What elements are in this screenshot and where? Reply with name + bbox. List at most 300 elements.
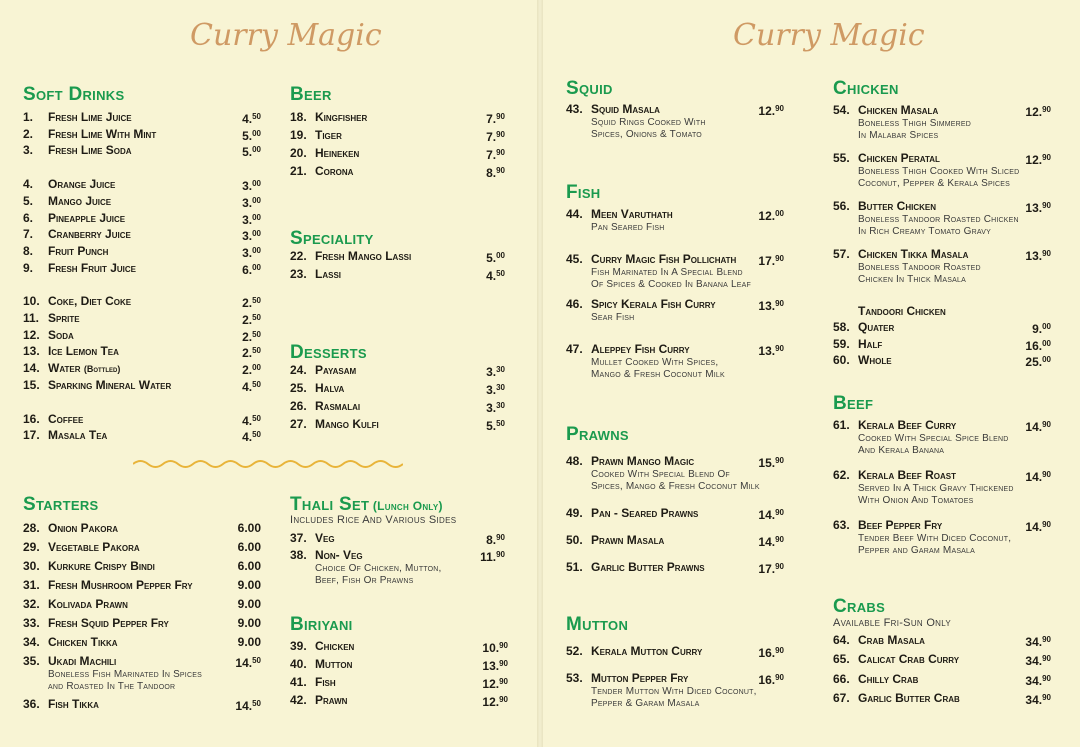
item-name bbox=[48, 635, 118, 649]
item-name bbox=[48, 177, 115, 191]
item-name-text: Halva bbox=[315, 381, 345, 395]
price-cents: 90 bbox=[496, 166, 505, 175]
item-price bbox=[242, 211, 261, 227]
price-cents: 90 bbox=[1042, 105, 1051, 114]
item-name-text: Payasam bbox=[315, 363, 357, 377]
item-name bbox=[858, 247, 968, 261]
item-name-text: Garlic Butter Prawns bbox=[591, 560, 705, 574]
item-name-text: Cranberry Juice bbox=[48, 227, 131, 242]
price-main: 14. bbox=[1025, 470, 1043, 484]
menu-page-right bbox=[540, 0, 1080, 747]
item-name-text: Kolivada Prawn bbox=[48, 597, 128, 611]
item-name: Quater bbox=[858, 320, 895, 334]
item-name bbox=[48, 412, 83, 426]
section-title bbox=[290, 342, 505, 364]
menu-item bbox=[290, 146, 505, 160]
item-number: 15. bbox=[23, 377, 40, 392]
item-name-text: Ice Lemon Tea bbox=[48, 344, 119, 359]
menu-item bbox=[833, 418, 1051, 432]
item-price bbox=[1025, 672, 1051, 688]
price-cents: 90 bbox=[775, 344, 784, 353]
price-main: 3. bbox=[242, 212, 253, 227]
price-cents: 90 bbox=[775, 299, 784, 308]
item-number: 5. bbox=[23, 193, 34, 208]
menu-item bbox=[23, 378, 261, 392]
item-name-text: Sprite bbox=[48, 311, 80, 325]
item-price bbox=[758, 506, 784, 522]
item-price bbox=[480, 548, 505, 564]
price-cents: 50 bbox=[252, 699, 261, 708]
section-title bbox=[833, 78, 1051, 100]
menu-item bbox=[833, 691, 1051, 705]
price-main: 14. bbox=[1025, 520, 1043, 534]
section-title-note: (Lunch Only) bbox=[372, 499, 443, 513]
item-name-text: Fish Tikka bbox=[48, 697, 99, 711]
price-main: 12. bbox=[482, 695, 500, 709]
item-price bbox=[242, 227, 261, 243]
item-description: Squid Rings Cooked With bbox=[591, 117, 706, 128]
price-cents: 00 bbox=[252, 363, 261, 373]
price-cents: 00 bbox=[1042, 338, 1051, 348]
price-main: 9. bbox=[1032, 322, 1043, 336]
section-title bbox=[23, 494, 261, 516]
section-beer bbox=[290, 84, 505, 180]
menu-item bbox=[290, 531, 505, 545]
price-main: 6.00 bbox=[237, 540, 261, 554]
section-fish bbox=[566, 182, 784, 380]
item-name-text: Mutton Pepper Fry bbox=[591, 671, 689, 685]
price-cents: 90 bbox=[1042, 249, 1051, 258]
item-description: And Kerala Banana bbox=[858, 445, 945, 456]
item-price bbox=[238, 540, 261, 554]
section-title-text: Speciality bbox=[290, 228, 374, 249]
price-main: 3. bbox=[486, 383, 497, 397]
menu-item bbox=[290, 110, 505, 124]
item-price bbox=[486, 399, 505, 415]
item-name bbox=[48, 344, 119, 358]
price-main: 13. bbox=[482, 659, 500, 673]
item-number: 7. bbox=[23, 227, 34, 242]
item-name bbox=[48, 654, 116, 668]
item-name-text: Fish bbox=[315, 675, 336, 689]
section-note: Includes Rice And Various Sides bbox=[290, 514, 457, 526]
item-name-text: Mutton bbox=[315, 657, 353, 671]
section-title-text: Mutton bbox=[566, 614, 629, 635]
price-main: 6.00 bbox=[237, 521, 261, 535]
item-number: 26. bbox=[290, 399, 307, 413]
item-description: Boneless Thigh Simmered bbox=[858, 118, 972, 129]
item-description: Coconut, Pepper & Kerala Spices bbox=[858, 178, 1011, 189]
item-description: Tender Beef With Diced Coconut, bbox=[858, 533, 1012, 544]
price-main: 13. bbox=[1025, 249, 1043, 263]
section-title-text: Starters bbox=[23, 494, 99, 515]
item-name bbox=[48, 110, 132, 124]
item-name-text: Kerala Beef Roast bbox=[858, 468, 957, 482]
item-name-text: Mango Juice bbox=[48, 193, 112, 208]
menu-item bbox=[290, 381, 505, 395]
item-description: Of Spices & Cooked In Banana Leaf bbox=[591, 279, 751, 290]
price-main: 2. bbox=[242, 329, 253, 344]
menu-item bbox=[833, 151, 1051, 165]
section-title-text: Beef bbox=[833, 393, 874, 414]
item-price bbox=[758, 342, 784, 358]
item-name bbox=[315, 531, 335, 545]
item-number: 66. bbox=[833, 671, 850, 686]
item-price bbox=[486, 417, 505, 433]
price-main: 14. bbox=[1025, 420, 1043, 434]
item-price bbox=[242, 177, 261, 193]
item-number: 19. bbox=[290, 128, 307, 142]
item-name-text: Prawn Mango Magic bbox=[591, 454, 695, 468]
price-cents: 90 bbox=[496, 533, 505, 542]
menu-item bbox=[833, 103, 1051, 117]
item-name bbox=[591, 533, 664, 547]
item-name-text: Curry Magic Fish Pollichath bbox=[591, 252, 737, 266]
price-main: 10. bbox=[482, 641, 500, 655]
section-speciality bbox=[290, 228, 505, 283]
price-main: 11. bbox=[480, 550, 497, 564]
item-number: 39. bbox=[290, 639, 307, 653]
item-name bbox=[591, 454, 694, 468]
item-name-text: Orange Juice bbox=[48, 177, 116, 192]
item-name-text: Calicat Crab Curry bbox=[858, 652, 960, 667]
section-title-text: Fish bbox=[566, 182, 601, 203]
item-name bbox=[315, 675, 336, 689]
item-number: 25. bbox=[290, 381, 307, 395]
item-name bbox=[315, 267, 341, 281]
menu-item bbox=[290, 363, 505, 377]
item-price bbox=[242, 194, 261, 210]
menu-item bbox=[290, 249, 505, 263]
menu-item bbox=[23, 211, 261, 225]
price-cents: 50 bbox=[252, 413, 261, 423]
price-main: 8. bbox=[486, 166, 497, 180]
item-price bbox=[1025, 199, 1051, 215]
price-main: 12. bbox=[758, 209, 776, 223]
price-main: 3. bbox=[242, 245, 253, 260]
item-name bbox=[315, 128, 342, 142]
item-description: In Malabar Spices bbox=[858, 130, 939, 141]
menu-item bbox=[23, 412, 261, 426]
price-cents: 00 bbox=[252, 245, 261, 255]
menu-item bbox=[566, 207, 784, 221]
item-number: 37. bbox=[290, 531, 307, 545]
price-main: 25. bbox=[1025, 355, 1043, 369]
item-name bbox=[315, 417, 379, 431]
item-name-text: Beef Pepper Fry bbox=[858, 518, 943, 532]
price-main: 2. bbox=[242, 313, 253, 327]
item-name: Half bbox=[858, 336, 883, 351]
item-description: Tender Mutton With Diced Coconut, bbox=[591, 686, 757, 697]
item-number: 12. bbox=[23, 327, 40, 342]
item-number: 51. bbox=[566, 560, 583, 574]
menu-item bbox=[290, 399, 505, 413]
item-number: 40. bbox=[290, 657, 307, 671]
item-name-text: Chicken Peratal bbox=[858, 151, 940, 165]
item-name bbox=[858, 151, 940, 165]
menu-item bbox=[23, 361, 261, 378]
decorative-wave bbox=[133, 458, 403, 470]
section-title bbox=[23, 84, 261, 106]
menu-item bbox=[566, 297, 784, 311]
item-name bbox=[48, 143, 132, 157]
section-title bbox=[566, 424, 784, 446]
item-price bbox=[1025, 418, 1051, 434]
price-main: 7. bbox=[486, 112, 497, 126]
price-main: 4. bbox=[242, 413, 253, 428]
section-title bbox=[833, 393, 1051, 415]
price-main: 34. bbox=[1025, 635, 1043, 649]
item-price bbox=[1025, 518, 1051, 534]
item-price bbox=[482, 657, 508, 673]
item-name bbox=[858, 103, 938, 117]
item-name bbox=[858, 633, 925, 647]
price-main: 5. bbox=[486, 251, 497, 265]
item-name bbox=[315, 548, 363, 562]
item-name-text: Sparking Mineral Water bbox=[48, 377, 172, 392]
price-main: 34. bbox=[1025, 692, 1043, 707]
section-title-text: Crabs bbox=[833, 596, 886, 617]
price-main: 4. bbox=[486, 269, 497, 283]
item-price bbox=[1025, 103, 1051, 119]
item-name-text: Crab Masala bbox=[858, 633, 925, 647]
menu-item bbox=[833, 247, 1051, 261]
item-number: 55. bbox=[833, 151, 850, 165]
item-note: (Bottled) bbox=[83, 364, 121, 375]
item-description: Beef, Fish Or Prawns bbox=[315, 575, 414, 586]
price-main: 34. bbox=[1025, 654, 1043, 669]
section-title-text: Biriyani bbox=[290, 614, 353, 635]
item-price bbox=[238, 635, 261, 649]
item-name bbox=[48, 361, 120, 376]
price-cents: 90 bbox=[496, 112, 505, 121]
item-name-text: Chicken Masala bbox=[858, 103, 939, 117]
item-price bbox=[238, 597, 261, 611]
price-cents: 90 bbox=[1042, 201, 1051, 210]
item-number: 11. bbox=[23, 311, 40, 325]
price-main: 13. bbox=[758, 344, 776, 358]
price-main: 3. bbox=[242, 179, 253, 194]
menu-item bbox=[566, 533, 784, 547]
item-name bbox=[48, 521, 118, 535]
item-name bbox=[591, 207, 673, 221]
price-main: 2. bbox=[242, 296, 253, 311]
price-main: 5. bbox=[242, 145, 253, 160]
item-name bbox=[315, 110, 367, 124]
item-name-text: Heineken bbox=[315, 146, 360, 160]
price-main: 5. bbox=[242, 128, 253, 143]
menu-item bbox=[566, 506, 784, 520]
item-price bbox=[1025, 691, 1051, 707]
item-price bbox=[1032, 320, 1051, 336]
price-cents: 00 bbox=[252, 145, 261, 155]
item-name bbox=[48, 127, 156, 141]
menu-item bbox=[566, 102, 784, 116]
item-number: 22. bbox=[290, 249, 307, 263]
item-name-text: Soda bbox=[48, 327, 74, 342]
item-number: 50. bbox=[566, 533, 583, 547]
item-price bbox=[486, 267, 505, 283]
price-main: 9.00 bbox=[237, 578, 261, 592]
section-title bbox=[290, 84, 505, 106]
item-number: 48. bbox=[566, 454, 583, 468]
item-description: Sear Fish bbox=[591, 312, 635, 323]
item-price bbox=[1025, 633, 1051, 649]
menu-item bbox=[566, 454, 784, 468]
price-cents: 90 bbox=[499, 641, 508, 650]
menu-item bbox=[290, 548, 505, 562]
item-price bbox=[486, 531, 505, 547]
menu-item bbox=[23, 616, 261, 630]
item-number: 54. bbox=[833, 103, 850, 117]
item-name bbox=[591, 297, 716, 311]
item-number: 35. bbox=[23, 654, 40, 668]
item-price bbox=[758, 207, 784, 223]
price-cents: 00 bbox=[1042, 355, 1051, 364]
section-note: Available Fri-Sun Only bbox=[833, 617, 952, 629]
price-cents: 90 bbox=[1042, 420, 1051, 429]
price-main: 4. bbox=[242, 430, 253, 445]
item-number: 2. bbox=[23, 126, 34, 141]
item-name: Whole bbox=[858, 353, 892, 367]
section-title bbox=[290, 614, 508, 636]
price-main: 4. bbox=[242, 379, 253, 394]
price-main: 12. bbox=[1025, 105, 1043, 119]
item-number: 6. bbox=[23, 210, 34, 225]
menu-item bbox=[23, 635, 261, 649]
item-price bbox=[486, 110, 505, 126]
price-main: 9.00 bbox=[237, 616, 261, 630]
section-title bbox=[566, 78, 784, 100]
subsection-title: Tandoori Chicken bbox=[858, 304, 946, 318]
price-main: 2. bbox=[242, 363, 253, 378]
item-name-text: Corona bbox=[315, 164, 354, 178]
price-cents: 30 bbox=[496, 401, 505, 410]
price-cents: 30 bbox=[496, 383, 505, 392]
item-name-text: Meen Varuthath bbox=[591, 207, 673, 221]
item-number: 1. bbox=[23, 110, 34, 124]
price-main: 3. bbox=[242, 195, 253, 210]
item-name-text: Chicken bbox=[315, 639, 355, 653]
item-price bbox=[758, 102, 784, 118]
menu-item bbox=[23, 559, 261, 573]
item-price bbox=[758, 454, 784, 470]
section-title-text: Chicken bbox=[833, 78, 899, 99]
menu-item bbox=[23, 127, 261, 141]
price-main: 17. bbox=[758, 562, 776, 576]
item-number: 34. bbox=[23, 635, 40, 649]
price-cents: 50 bbox=[496, 269, 505, 278]
item-price bbox=[758, 297, 784, 313]
item-number: 17. bbox=[23, 428, 40, 443]
item-name-text: Onion Pakora bbox=[48, 521, 119, 535]
price-main: 12. bbox=[758, 104, 776, 118]
item-description: With Onion And Tomatoes bbox=[858, 495, 974, 506]
price-cents: 90 bbox=[1042, 654, 1051, 664]
price-cents: 00 bbox=[252, 128, 261, 138]
price-cents: 90 bbox=[775, 673, 784, 682]
item-name bbox=[315, 146, 359, 160]
menu-item bbox=[833, 633, 1051, 647]
item-number: 59. bbox=[833, 336, 850, 351]
item-number: 43. bbox=[566, 102, 583, 116]
item-description: Mango & Fresh Coconut Milk bbox=[591, 369, 725, 380]
item-name-text: Fresh Squid Pepper Fry bbox=[48, 616, 169, 630]
price-main: 17. bbox=[758, 254, 776, 268]
menu-item bbox=[23, 697, 261, 711]
item-price bbox=[1025, 337, 1051, 353]
price-main: 5. bbox=[486, 419, 497, 433]
item-number: 13. bbox=[23, 344, 40, 359]
price-cents: 50 bbox=[252, 313, 261, 322]
menu-item bbox=[23, 344, 261, 361]
menu-item bbox=[833, 652, 1051, 669]
menu-item bbox=[23, 261, 261, 275]
price-cents: 90 bbox=[775, 535, 784, 544]
price-main: 12. bbox=[482, 677, 500, 691]
item-name bbox=[591, 671, 688, 685]
price-main: 4. bbox=[242, 112, 253, 126]
item-number: 57. bbox=[833, 247, 850, 261]
price-cents: 90 bbox=[1042, 520, 1051, 529]
item-name bbox=[591, 342, 690, 356]
item-number: 62. bbox=[833, 468, 850, 482]
item-name-text: Fresh Lime Soda bbox=[48, 143, 132, 158]
price-cents: 90 bbox=[1042, 692, 1051, 702]
menu-item bbox=[290, 675, 508, 689]
section-thali-set bbox=[290, 494, 505, 586]
item-number: 63. bbox=[833, 518, 850, 532]
item-number: 4. bbox=[23, 177, 34, 192]
item-price bbox=[242, 361, 261, 377]
item-name-text: Kerala Beef Curry bbox=[858, 418, 957, 432]
item-name-text: Prawn Masala bbox=[591, 533, 665, 547]
price-cents: 50 bbox=[252, 430, 261, 440]
menu-item bbox=[833, 468, 1051, 482]
item-number: 53. bbox=[566, 671, 583, 685]
price-cents: 00 bbox=[1042, 322, 1051, 331]
menu-item bbox=[23, 294, 261, 311]
menu-item bbox=[290, 164, 505, 178]
item-number: 23. bbox=[290, 267, 307, 281]
menu-item bbox=[833, 199, 1051, 213]
section-beef bbox=[833, 393, 1051, 556]
menu-item bbox=[566, 671, 784, 685]
item-name-text: Lassi bbox=[315, 267, 342, 281]
item-name bbox=[48, 194, 111, 208]
item-name bbox=[48, 328, 74, 342]
item-number: 14. bbox=[23, 361, 40, 376]
item-name-text: Coffee bbox=[48, 411, 84, 426]
item-price bbox=[486, 249, 505, 265]
item-number: 67. bbox=[833, 690, 850, 705]
price-main: 2. bbox=[242, 346, 253, 361]
price-cents: 00 bbox=[252, 229, 261, 239]
price-main: 13. bbox=[758, 299, 776, 313]
item-name bbox=[315, 164, 353, 178]
item-description: Mullet Cooked With Spices, bbox=[591, 357, 719, 368]
price-cents: 90 bbox=[775, 508, 784, 517]
item-name-text: Chilly Crab bbox=[858, 671, 919, 686]
item-number: 56. bbox=[833, 199, 850, 213]
item-name-text: Prawn bbox=[315, 693, 348, 707]
item-price bbox=[242, 412, 261, 428]
section-title-text: Prawns bbox=[566, 424, 629, 445]
price-cents: 90 bbox=[496, 148, 505, 157]
item-description: Pan Seared Fish bbox=[591, 222, 665, 233]
item-name-text: Vegetable Pakora bbox=[48, 540, 140, 554]
item-price bbox=[238, 616, 261, 630]
